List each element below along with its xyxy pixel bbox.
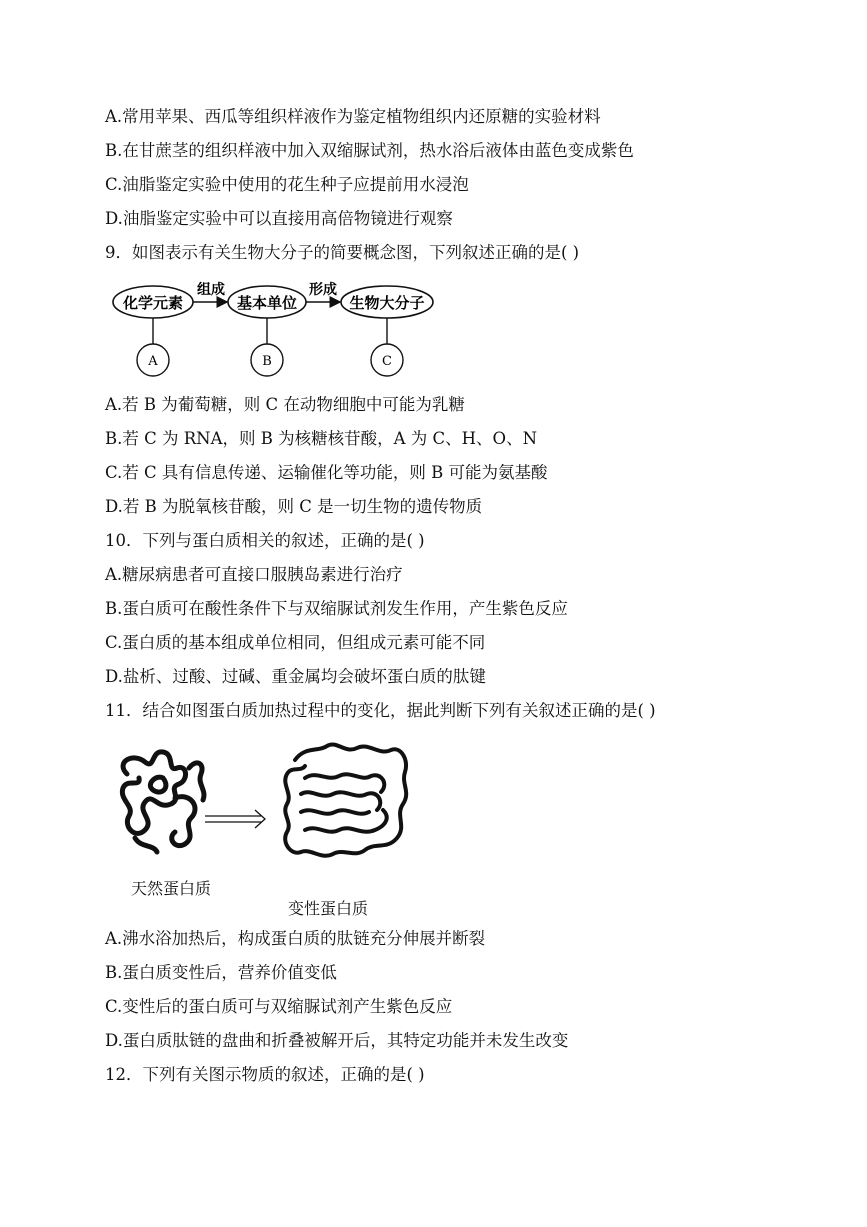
concept-map-diagram [105,276,445,382]
node-basic-unit-label: 基本单位 [236,294,298,312]
q10-option-b: B.蛋白质可在酸性条件下与双缩脲试剂发生作用，产生紫色反应 [105,599,568,618]
transformation-arrow [205,810,265,828]
q10-option-c: C.蛋白质的基本组成单位相同，但组成元素可能不同 [105,633,486,652]
q8-option-c: C.油脂鉴定实验中使用的花生种子应提前用水浸泡 [105,175,469,194]
q8-option-a: A.常用苹果、西瓜等组织样液作为鉴定植物组织内还原糖的实验材料 [105,107,601,126]
node-biomacromolecule-label: 生物大分子 [349,294,425,312]
circle-a-label: A [148,354,158,369]
q8-option-d: D.油脂鉴定实验中可以直接用高倍物镜进行观察 [105,209,453,228]
q10-stem: 10．下列与蛋白质相关的叙述，正确的是( ) [105,531,425,550]
protein-denaturation-figure [105,738,425,878]
native-protein-image [122,752,204,852]
arrow-compose-label: 组成 [197,282,225,298]
q10-option-a: A.糖尿病患者可直接口服胰岛素进行治疗 [105,565,403,584]
q12-stem: 12．下列有关图示物质的叙述，正确的是( ) [105,1065,425,1084]
q9-stem: 9．如图表示有关生物大分子的简要概念图，下列叙述正确的是( ) [105,243,580,262]
q11-option-c: C.变性后的蛋白质可与双缩脲试剂产生紫色反应 [105,997,453,1016]
circle-c-label: C [382,354,392,369]
native-protein-label: 天然蛋白质 [131,879,212,898]
q9-option-b: B.若 C 为 RNA，则 B 为核糖核苷酸，A 为 C、H、O、N [105,429,538,448]
q8-option-b: B.在甘蔗茎的组织样液中加入双缩脲试剂，热水浴后液体由蓝色变成紫色 [105,141,634,160]
denatured-protein-label: 变性蛋白质 [288,899,369,918]
node-chemical-elements-label: 化学元素 [122,294,184,312]
q11-option-b: B.蛋白质变性后，营养价值变低 [105,963,337,982]
q10-option-d: D.盐析、过酸、过碱、重金属均会破坏蛋白质的肽键 [105,667,486,686]
q11-stem: 11．结合如图蛋白质加热过程中的变化，据此判断下列有关叙述正确的是( ) [105,701,656,720]
denatured-protein-image [285,744,406,855]
q9-option-a: A.若 B 为葡萄糖，则 C 在动物细胞中可能为乳糖 [105,395,465,414]
q11-option-a: A.沸水浴加热后，构成蛋白质的肽链充分伸展并断裂 [105,929,486,948]
q9-option-c: C.若 C 具有信息传递、运输催化等功能，则 B 可能为氨基酸 [105,463,548,482]
q11-option-d: D.蛋白质肽链的盘曲和折叠被解开后，其特定功能并未发生改变 [105,1031,569,1050]
circle-b-label: B [262,354,272,369]
q9-option-d: D.若 B 为脱氧核苷酸，则 C 是一切生物的遗传物质 [105,497,483,516]
arrow-form-label: 形成 [309,282,337,298]
